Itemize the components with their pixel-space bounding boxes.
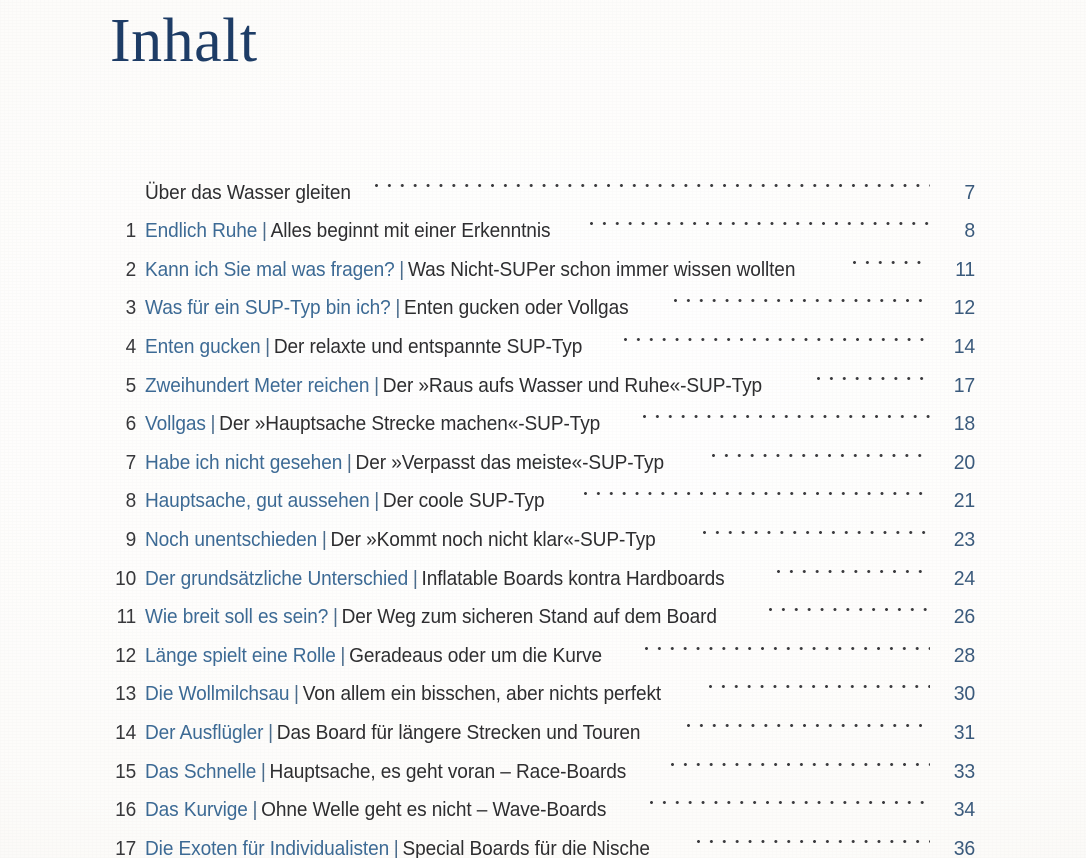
toc-entry-title: Der grundsätzliche Unterschied: [145, 566, 409, 590]
toc-entry-subtitle: Der Weg zum sicheren Stand auf dem Board: [341, 605, 717, 629]
toc-entry-title: Kann ich Sie mal was fragen?: [145, 257, 395, 281]
toc-dot-leader: [853, 237, 930, 276]
toc-entry-title: Die Exoten für Individualisten: [145, 836, 390, 858]
toc-entry-page-number: 20: [953, 450, 975, 474]
toc-entry-separator: |: [395, 296, 401, 320]
toc-entry-number: 7: [125, 450, 136, 474]
toc-entry-number: 8: [125, 489, 136, 513]
toc-entry-page-number: 12: [953, 296, 975, 320]
toc-entry-number: 14: [115, 720, 136, 744]
toc-entry-separator: |: [393, 836, 399, 858]
toc-entry-number: 16: [115, 798, 136, 822]
toc-entry-subtitle: Geradeaus oder um die Kurve: [349, 643, 602, 667]
toc-entry-separator: |: [210, 412, 216, 436]
toc-entry-title: Das Kurvige: [145, 798, 248, 822]
toc-entry-separator: |: [265, 334, 271, 358]
toc-entry-text: [145, 212, 550, 251]
table-of-contents-list: [110, 160, 975, 858]
toc-entry-subtitle: Der coole SUP-Typ: [382, 489, 545, 513]
toc-entry-number: 15: [115, 759, 136, 783]
toc-entry-text: [145, 675, 661, 714]
toc-entry-number: 17: [115, 836, 136, 858]
toc-entry-title: Enten gucken: [145, 334, 261, 358]
toc-dot-leader: [624, 314, 930, 353]
toc-entry-title: Endlich Ruhe: [145, 219, 258, 243]
toc-entry-title: Was für ein SUP-Typ bin ich?: [145, 296, 391, 320]
toc-entry-page-number: 28: [953, 643, 975, 667]
toc-entry-text: [145, 830, 650, 858]
toc-dot-leader: [712, 430, 930, 469]
toc-entry-subtitle: Hauptsache, es geht voran – Race-Boards: [269, 759, 627, 783]
toc-dot-leader: [584, 469, 930, 508]
toc-entry-title: Das Schnelle: [145, 759, 257, 783]
toc-entry-separator: |: [412, 566, 418, 590]
toc-entry-subtitle: Das Board für längere Strecken und Touren: [276, 720, 641, 744]
toc-entry-title: Vollgas: [145, 412, 206, 436]
toc-dot-leader: [709, 662, 930, 701]
toc-entry-subtitle: Inflatable Boards kontra Hardboards: [421, 566, 725, 590]
toc-entry-text: [145, 714, 640, 753]
toc-dot-leader: [703, 507, 930, 546]
toc-entry-subtitle: Der »Kommt noch nicht klar«-SUP-Typ: [330, 527, 656, 551]
toc-entry-subtitle: Was Nicht-SUPer schon immer wissen wollten: [407, 257, 796, 281]
toc-entry-number: 5: [125, 373, 136, 397]
toc-entry-text: [145, 521, 656, 560]
page-title: Inhalt: [110, 7, 258, 75]
toc-entry-subtitle: Der relaxte und entspannte SUP-Typ: [273, 334, 583, 358]
toc-entry-separator: |: [321, 527, 327, 551]
toc-entry-text: [145, 174, 351, 213]
toc-entry-page-number: 30: [953, 682, 975, 706]
toc-entry-page-number: 17: [953, 373, 975, 397]
toc-entry-number: 12: [115, 643, 136, 667]
toc-entry-text: [145, 560, 725, 599]
toc-entry-number: 4: [125, 334, 136, 358]
toc-entry-subtitle: Ohne Welle geht es nicht – Wave-Boards: [261, 798, 607, 822]
toc-dot-leader: [769, 585, 930, 624]
toc-dot-leader: [375, 160, 930, 199]
toc-entry-title: Über das Wasser gleiten: [145, 180, 351, 204]
toc-entry-page-number: 24: [953, 566, 975, 590]
toc-entry-subtitle: Von allem ein bisschen, aber nichts perfekt: [302, 682, 662, 706]
toc-dot-leader: [697, 816, 930, 855]
toc-dot-leader: [645, 623, 930, 662]
toc-entry-separator: |: [374, 489, 380, 513]
toc-entry-title: Der Ausflügler: [145, 720, 264, 744]
toc-entry-subtitle: Special Boards für die Nische: [402, 836, 650, 858]
toc-entry-page-number: 11: [955, 257, 975, 281]
toc-entry-subtitle: Alles beginnt mit einer Erkenntnis: [270, 219, 551, 243]
toc-entry-page-number: 18: [953, 412, 975, 436]
toc-entry-number: 10: [115, 566, 136, 590]
toc-entry-separator: |: [268, 720, 274, 744]
toc-entry-separator: |: [340, 643, 346, 667]
toc-entry-separator: |: [294, 682, 299, 706]
toc-entry-number: 9: [125, 527, 136, 551]
toc-dot-leader: [817, 353, 930, 392]
toc-entry-number: 13: [115, 682, 136, 706]
toc-entry-subtitle: Enten gucken oder Vollgas: [404, 296, 629, 320]
toc-entry-text: [145, 405, 600, 444]
toc-entry-page-number: 23: [953, 527, 975, 551]
toc-entry-title: Noch unentschieden: [145, 527, 318, 551]
toc-entry[interactable]: [110, 160, 975, 204]
toc-entry-title: Zweihundert Meter reichen: [145, 373, 370, 397]
toc-entry-number: 2: [125, 257, 136, 281]
toc-entry-number: 3: [125, 296, 136, 320]
toc-entry-title: Länge spielt eine Rolle: [145, 643, 336, 667]
toc-entry-page-number: 21: [953, 489, 975, 513]
toc-entry-text: [145, 482, 545, 521]
toc-entry-separator: |: [399, 257, 405, 281]
toc-entry-separator: |: [260, 759, 266, 783]
toc-entry-title: Hauptsache, gut aussehen: [145, 489, 370, 513]
toc-entry-separator: |: [252, 798, 258, 822]
toc-entry-text: [145, 753, 626, 792]
toc-entry-text: [145, 289, 629, 328]
toc-entry-number: 6: [125, 412, 136, 436]
toc-entry-page-number: 34: [953, 798, 975, 822]
toc-entry-separator: |: [374, 373, 380, 397]
toc-entry-subtitle: Der »Raus aufs Wasser und Ruhe«-SUP-Typ: [382, 373, 763, 397]
toc-entry-number: 11: [116, 605, 136, 629]
toc-entry-page-number: 26: [953, 605, 975, 629]
toc-dot-leader: [671, 739, 930, 778]
toc-entry-page-number: 14: [953, 334, 975, 358]
toc-entry-title: Wie breit soll es sein?: [145, 605, 329, 629]
toc-dot-leader: [590, 199, 930, 238]
toc-dot-leader: [674, 276, 930, 315]
toc-entry-separator: |: [332, 605, 338, 629]
toc-dot-leader: [650, 778, 930, 817]
toc-entry-page-number: 31: [953, 720, 975, 744]
toc-dot-leader: [687, 700, 930, 739]
toc-dot-leader: [777, 546, 930, 585]
toc-entry-number: 1: [125, 219, 136, 243]
toc-entry-text: [145, 637, 602, 676]
toc-entry-separator: |: [346, 450, 352, 474]
toc-entry-title: Die Wollmilchsau: [145, 682, 290, 706]
toc-entry-separator: |: [261, 219, 267, 243]
toc-entry-page-number: 36: [953, 836, 975, 858]
toc-entry-title: Habe ich nicht gesehen: [145, 450, 343, 474]
toc-entry-subtitle: Der »Hauptsache Strecke machen«-SUP-Typ: [219, 412, 601, 436]
toc-entry-text: [145, 328, 582, 367]
toc-entry-page-number: 8: [964, 219, 975, 243]
toc-entry-subtitle: Der »Verpasst das meiste«-SUP-Typ: [355, 450, 664, 474]
toc-entry-page-number: 33: [953, 759, 975, 783]
toc-entry-text: [145, 791, 606, 830]
toc-entry-page-number: 7: [964, 180, 975, 204]
toc-entry-text: [145, 598, 717, 637]
toc-dot-leader: [643, 392, 930, 431]
